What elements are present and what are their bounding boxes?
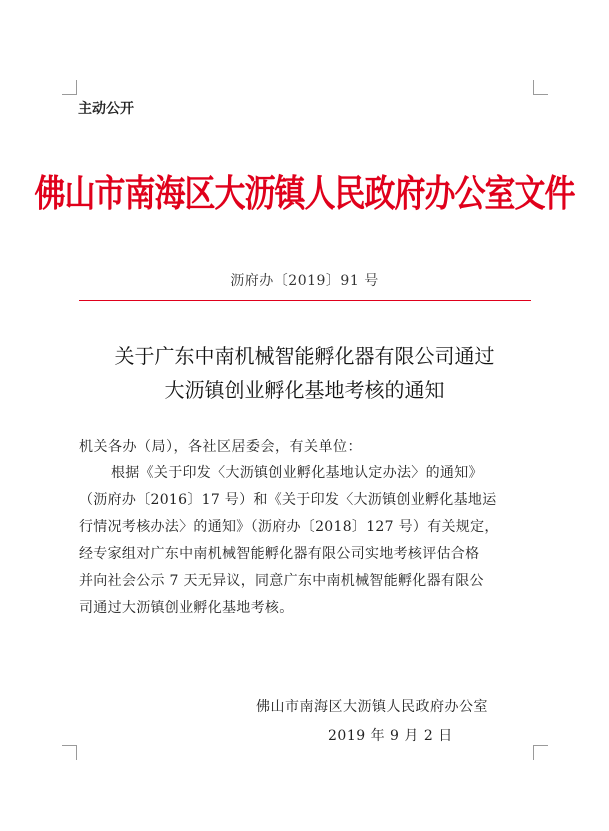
salutation: 机关各办（局），各社区居委会，有关单位： (79, 439, 362, 455)
crop-mark-top-right (533, 80, 548, 95)
crop-mark-bottom-left (62, 745, 77, 760)
body-paragraph (79, 460, 539, 622)
crop-mark-top-left (62, 80, 77, 95)
body-line-6: 司通过大沥镇创业孵化基地考核。 (79, 600, 294, 616)
issue-date: 2019 年 9 月 2 日 (328, 728, 453, 744)
title-line-2: 大沥镇创业孵化基地考核的通知 (164, 378, 445, 402)
signature: 佛山市南海区大沥镇人民政府办公室 (256, 699, 488, 715)
title-line-1: 关于广东中南机械智能孵化器有限公司通过 (114, 344, 495, 368)
document-title (0, 339, 609, 407)
disclosure-label: 主动公开 (78, 101, 134, 117)
body-line-4: 经专家组对广东中南机械智能孵化器有限公司实地考核评估合格 (79, 546, 480, 562)
red-divider (79, 300, 531, 301)
body-line-3: 行情况考核办法〉的通知》（沥府办〔2018〕127 号）有关规定， (79, 519, 499, 535)
crop-mark-bottom-right (533, 745, 548, 760)
document-number: 沥府办〔2019〕91 号 (230, 273, 379, 289)
body-line-1: 根据《关于印发〈大沥镇创业孵化基地认定办法〉的通知》 (111, 465, 483, 481)
body-line-5: 并向社会公示 7 天无异议，同意广东中南机械智能孵化器有限公 (79, 573, 484, 589)
body-line-2: （沥府办〔2016〕17 号）和《关于印发〈大沥镇创业孵化基地运 (79, 492, 497, 508)
issuer-header: 佛山市南海区大沥镇人民政府办公室文件 (34, 172, 575, 216)
